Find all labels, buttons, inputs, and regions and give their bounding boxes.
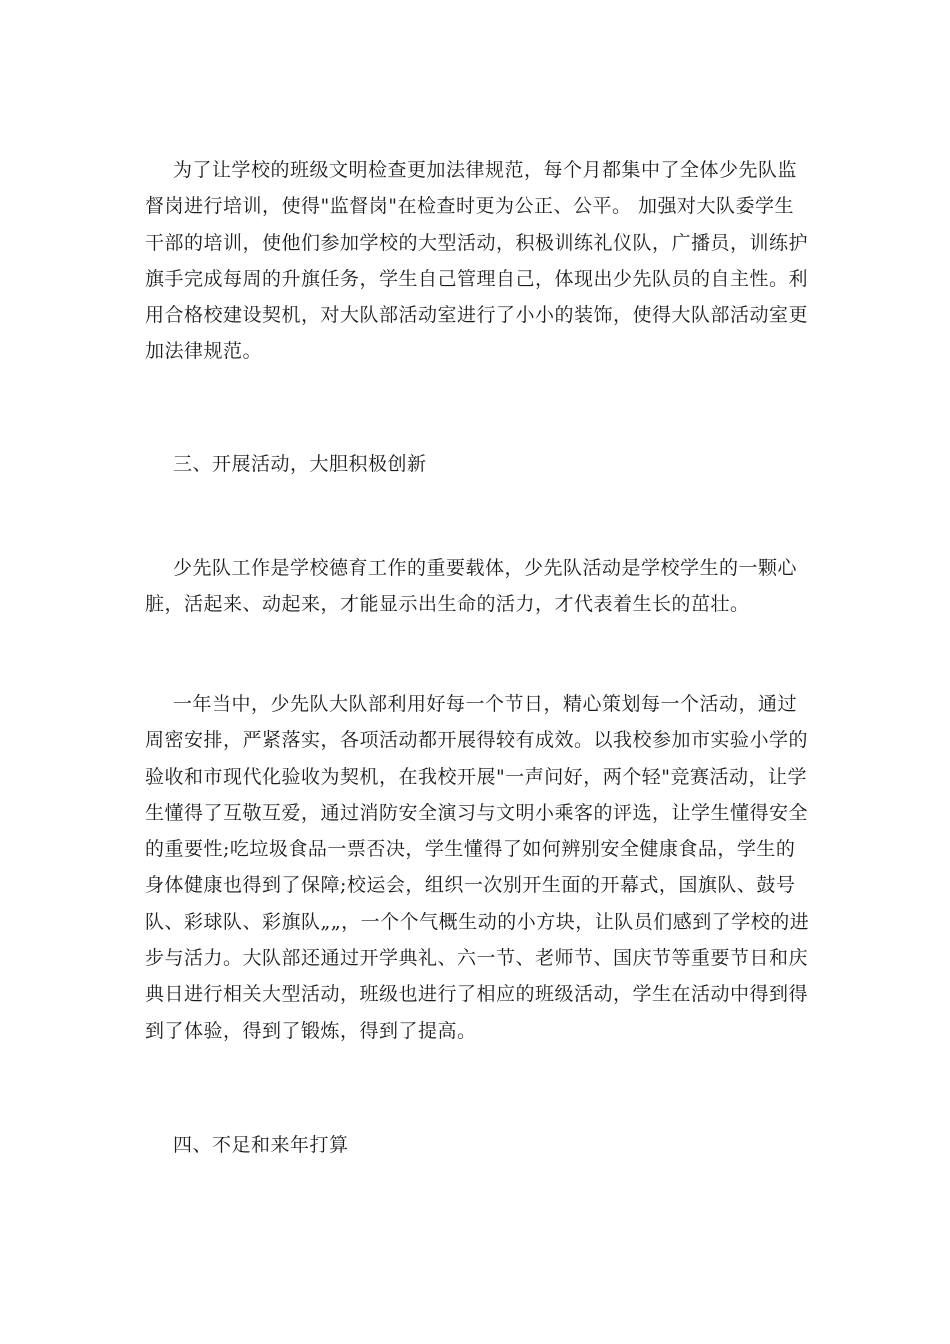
section-heading-3: 三、开展活动，大胆积极创新 bbox=[173, 453, 427, 475]
paragraph-activities-intro: 少先队工作是学校德育工作的重要载体，少先队活动是学校学生的一颗心脏，活起来、动起来，才能显示出生命的活力，才代表着生长的茁壮。 bbox=[145, 557, 798, 616]
paragraph-training: 为了让学校的班级文明检查更加法律规范，每个月都集中了全体少先队监督岗进行培训，使得"监督岗"在检查时更为公正、公平。 加强对大队委学生干部的培训，使他们参加学校的大型活动，积极训练礼仪队，广播员，训练护旗手完成每周的升旗任务，学生自己管理自己，体现出少先队员的自主性。利用合格校建设契机，对大队部活动室进行了小小的装饰，使得大队部活动室更加法律规范。 bbox=[145, 159, 809, 363]
paragraph-activities-detail: 一年当中，少先队大队部利用好每一个节日，精心策划每一个活动，通过周密安排，严紧落实，各项活动都开展得较有成效。以我校参加市实验小学的验收和市现代化验收为契机，在我校开展"一声问好，两个轻"竞赛活动，让学生懂得了互敬互爱，通过消防安全演习与文明小乘客的评选，让学生懂得安全的重要性;吃垃圾食品一票否决，学生懂得了如何辨别安全健康食品，学生的身体健康也得到了保障;校运会，组织一次别开生面的开幕式，国旗队、鼓号队、彩球队、彩旗队„„，一个个气概生动的小方块，让队员们感到了学校的进步与活力。大队部还通过开学典礼、六一节、老师节、国庆节等重要节日和庆典日进行相关大型活动，班级也进行了相应的班级活动，学生在活动中得到得到了体验，得到了锻炼，得到了提高。 bbox=[145, 693, 810, 1042]
section-heading-4: 四、不足和来年打算 bbox=[173, 1134, 349, 1156]
